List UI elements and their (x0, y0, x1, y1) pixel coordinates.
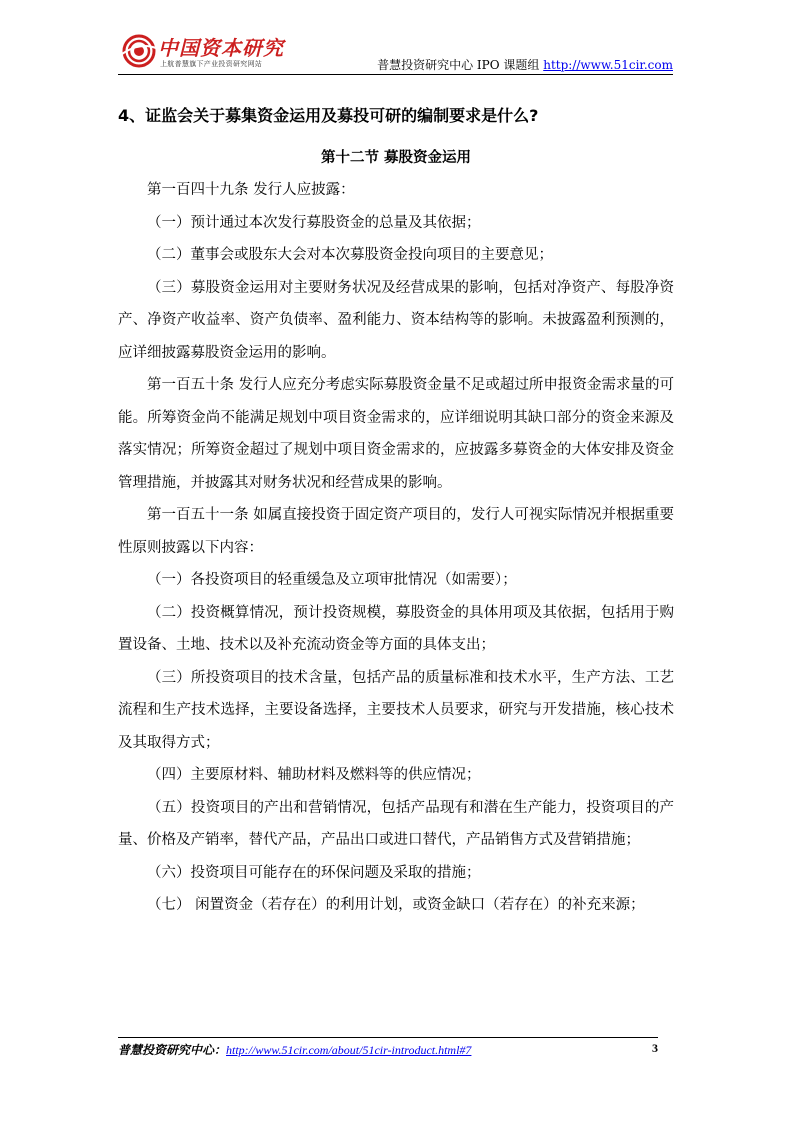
logo-title: 中国资本研究 (158, 36, 284, 60)
logo-emblem-icon (120, 34, 158, 68)
header-divider (118, 74, 673, 75)
paragraph: （一）各投资项目的轻重缓急及立项审批情况（如需要）； (147, 572, 517, 588)
logo (118, 30, 284, 72)
paragraph: （二）投资概算情况，预计投资规模，募股资金的具体用项及其依据，包括用于购置设备、土地、技术以及补充流动资金等方面的具体支出； (118, 604, 674, 653)
footer-label: 普慧投资研究中心： (118, 1043, 227, 1057)
page-header (118, 30, 673, 75)
page-number: 3 (652, 1041, 658, 1055)
paragraph: （四）主要原材料、辅助材料及燃料等的供应情况； (147, 767, 481, 783)
footer-link[interactable]: http://www.51cir.com/about/51cir-introduct.html#7 (226, 1043, 472, 1057)
section-title: 第十二节 募股资金运用 (320, 150, 472, 166)
paragraph: （一）预计通过本次发行募股资金的总量及其依据； (147, 214, 481, 231)
paragraph: （三）募股资金运用对主要财务状况及经营成果的影响，包括对净资产、每股净资产、净资产收益率、资产负债率、盈利能力、资本结构等的影响。未披露盈利预测的，应详细披露募股资金运用的影响。 (118, 279, 674, 361)
paragraph: （三）所投资项目的技术含量，包括产品的质量标准和技术水平，生产方法、工艺流程和生产技术选择，主要设备选择，主要技术人员要求，研究与开发措施，核心技术及其取得方式； (118, 669, 674, 751)
header-website-link[interactable]: http://www.51cir.com (543, 58, 673, 72)
document-body (118, 100, 674, 922)
logo-subtitle: 上航普慧旗下产业投资研究网站 (160, 60, 263, 68)
question-title: 4、证监会关于募集资金运用及募投可研的编制要求是什么? (118, 106, 539, 125)
paragraph: （五）投资项目的产出和营销情况，包括产品现有和潜在生产能力，投资项目的产量、价格及产销率，替代产品，产品出口或进口替代，产品销售方式及营销措施； (118, 799, 674, 848)
paragraph: （七） 闲置资金（若存在）的利用计划，或资金缺口（若存在）的补充来源； (147, 897, 645, 913)
page-footer (118, 1041, 658, 1059)
paragraph: 第一百四十九条 发行人应披露： (147, 182, 355, 198)
paragraph: 第一百五十一条 如属直接投资于固定资产项目的，发行人可视实际情况并根据重要性原则披露以下内容： (118, 507, 674, 556)
paragraph: （六）投资项目可能存在的环保问题及采取的措施； (147, 864, 481, 881)
header-source-text: 普慧投资研究中心 IPO 课题组 (377, 58, 544, 72)
footer-divider (118, 1037, 658, 1038)
header-source (377, 56, 673, 73)
paragraph: 第一百五十条 发行人应充分考虑实际募股资金量不足或超过所申报资金需求量的可能。所筹资金尚不能满足规划中项目资金需求的，应详细说明其缺口部分的资金来源及落实情况；所筹资金超过了规划中项目资金需求的，应披露多募资金的大体安排及资金管理措施，并披露其对财务状况和经营成果的影响。 (118, 377, 674, 491)
paragraph: （二）董事会或股东大会对本次募股资金投向项目的主要意见； (147, 247, 553, 263)
